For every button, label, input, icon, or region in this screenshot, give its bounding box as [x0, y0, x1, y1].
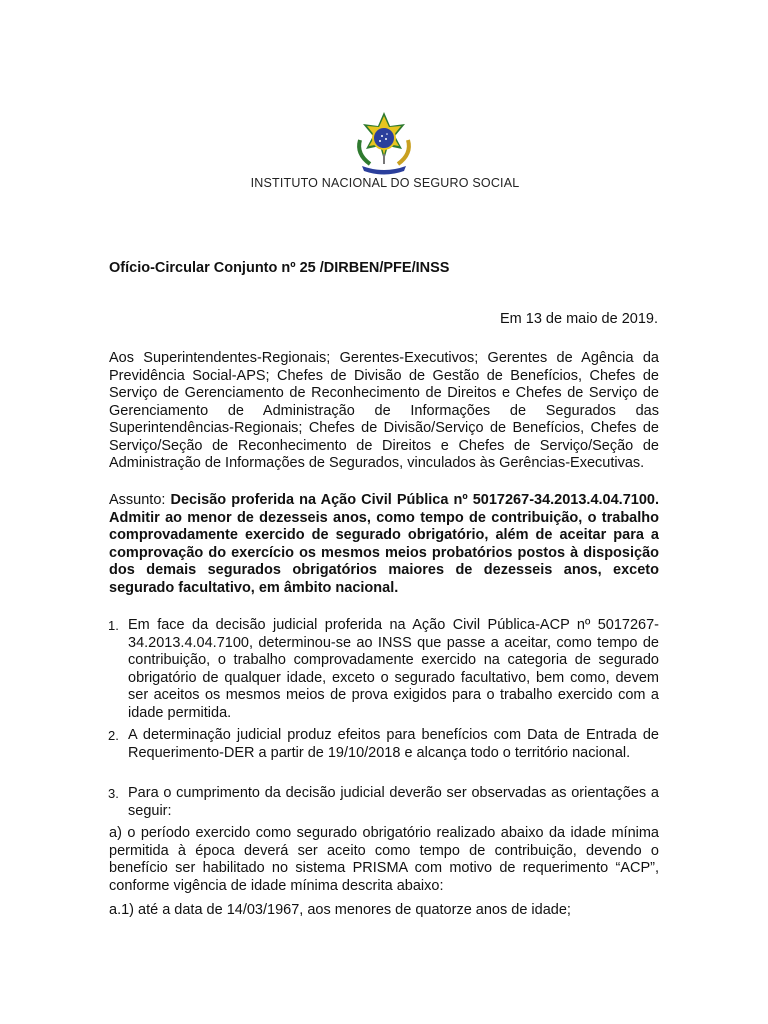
recipients-paragraph: Aos Superintendentes-Regionais; Gerentes-Executivos; Gerentes de Agência da Previdência Social-APS; Chefes de Divisão de Gestão de Benefícios, Chefes de Serviço de Gerenciamento de Reconhecimento de Direitos e Chefes de Serviço de Gerenciamento de Administração de Informações de Segurados das Superintendências-Regionais; Chefes de Divisão/Serviço de Benefícios, Chefes de Serviço/Seção de Reconhecimento de Direitos e Chefes de Serviço/Seção de Administração de Informações de Segurados, vinculados às Gerências-Executivas.	[109, 350, 659, 471]
subject-paragraph	[109, 492, 659, 597]
list-item-number: 3.	[108, 786, 119, 801]
list-item	[108, 617, 659, 722]
list-item-text: A determinação judicial produz efeitos para benefícios com Data de Entrada de Requerimento-DER a partir de 19/10/2018 e alcança todo o território nacional.	[128, 727, 659, 761]
list-item-number: 1.	[108, 618, 119, 633]
list-item-text: Em face da decisão judicial proferida na Ação Civil Pública-ACP nº 5017267-34.2013.4.04.7100, determinou-se ao INSS que passe a aceitar, como tempo de contribuição, o trabalho comprovadamente exercido na categoria de segurado obrigatório de qualquer idade, exceto o segurado facultativo, bem como, devem ser aceitos os mesmos meios de prova exigidos para o trabalho exercido com a idade permitida.	[128, 617, 659, 721]
document-date: Em 13 de maio de 2019.	[500, 311, 658, 327]
list-item	[108, 785, 659, 820]
list-item	[108, 727, 659, 762]
list-item-text: Para o cumprimento da decisão judicial deverão ser observadas as orientações a seguir:	[128, 785, 659, 819]
list-item-number: 2.	[108, 728, 119, 743]
document-reference: Ofício-Circular Conjunto nº 25 /DIRBEN/PFE/INSS	[109, 260, 450, 276]
subject-label: Assunto:	[109, 492, 166, 508]
coat-of-arms-brazil-icon	[346, 110, 422, 176]
paragraph-a: a) o período exercido como segurado obrigatório realizado abaixo da idade mínima permitida à época deverá ser aceito como tempo de contribuição, devendo o benefício ser habilitado no sistema PRISMA com motivo de requerimento “ACP”, conforme vigência de idade mínima descrita abaixo:	[109, 825, 659, 894]
institute-name: INSTITUTO NACIONAL DO SEGURO SOCIAL	[250, 176, 520, 190]
paragraph-a1: a.1) até a data de 14/03/1967, aos menores de quatorze anos de idade;	[109, 902, 571, 918]
subject-text: Decisão proferida na Ação Civil Pública nº 5017267-34.2013.4.04.7100. Admitir ao menor de dezesseis anos, como tempo de contribuição, o trabalho comprovadamente exercido de segurado obrigatório, além de aceitar para a comprovação do exercício os mesmos meios probatórios postos à disposição dos demais segurados obrigatórios maiores de dezesseis anos, exceto segurado facultativo, em âmbito nacional.	[109, 492, 659, 596]
